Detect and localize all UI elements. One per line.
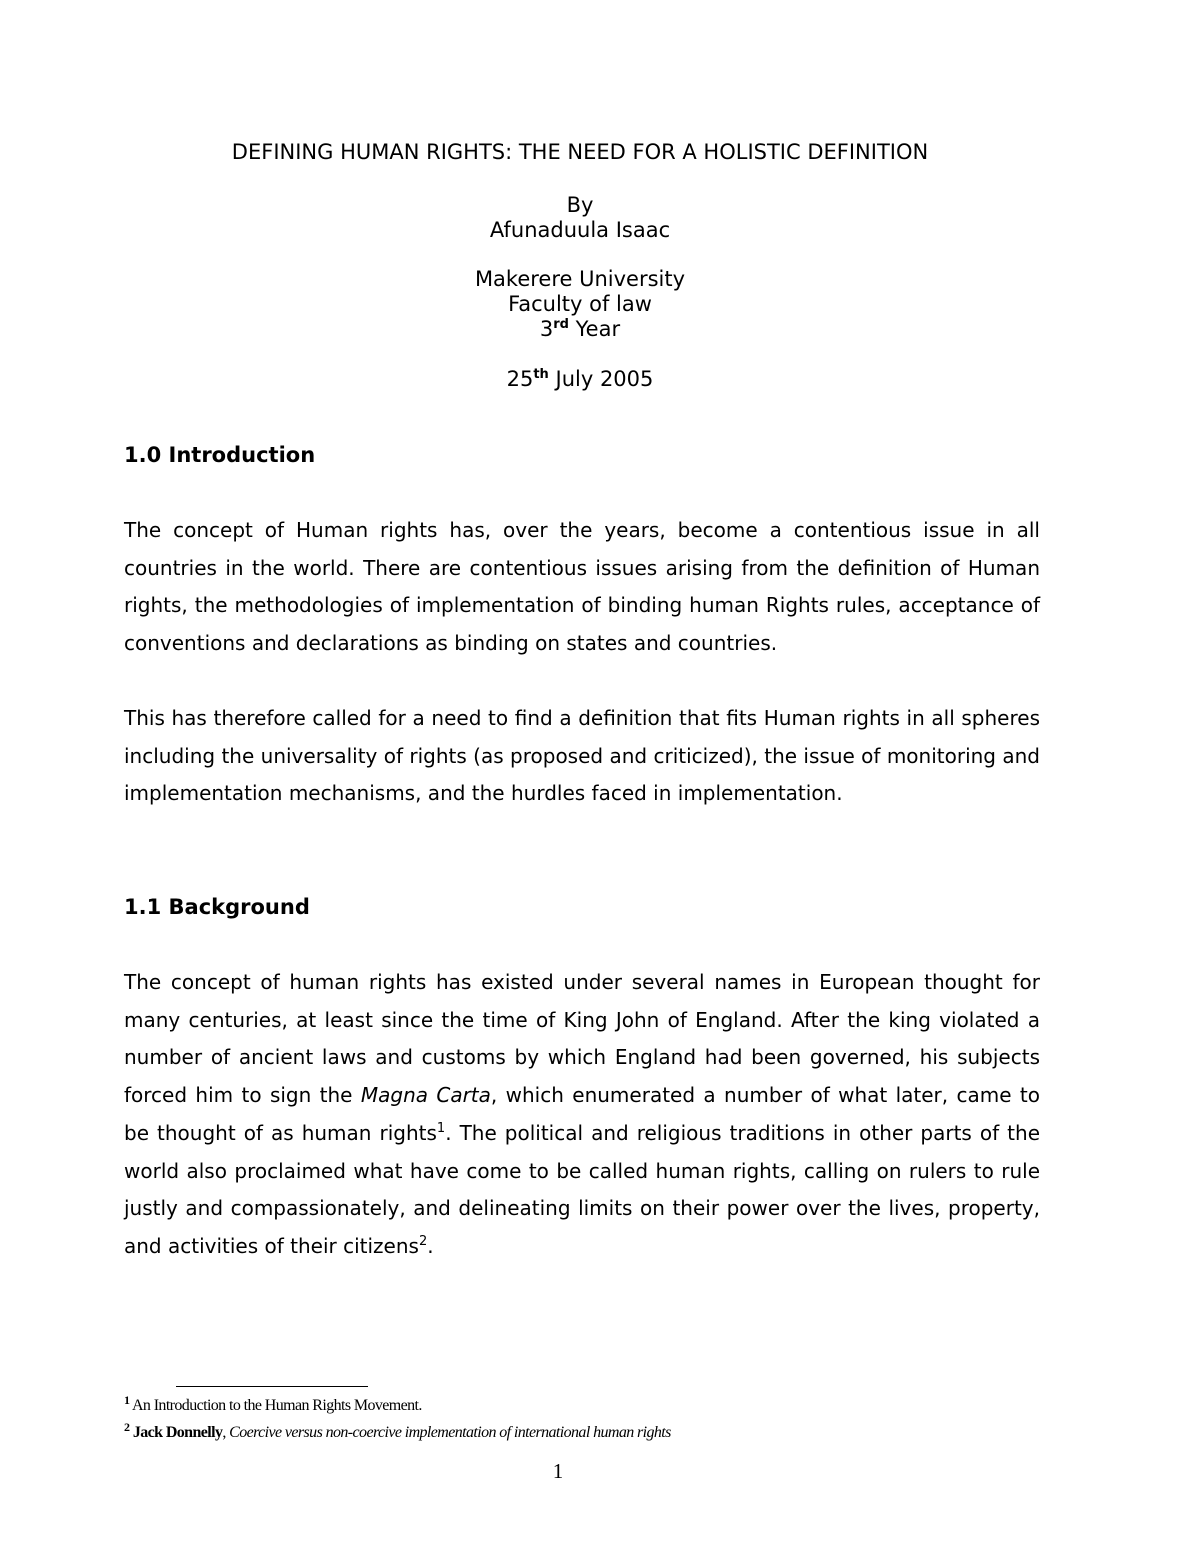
date-suffix: th [533, 367, 549, 382]
author-name: Afunaduula Isaac [489, 218, 671, 242]
bg-text-4: . [427, 1233, 434, 1258]
background-paragraph [124, 964, 1040, 1266]
date-rest: July 2005 [548, 367, 654, 391]
institution-name: Makerere University [474, 267, 686, 291]
magna-carta-italic: Magna Carta [360, 1083, 491, 1108]
intro-heading: 1.0 Introduction [124, 443, 316, 467]
footnote-2-number: 2 [124, 1420, 130, 1434]
footnote-2-author: Jack Donnelly [132, 1424, 223, 1441]
footnote-2-separator: , [222, 1424, 230, 1441]
year-of-study [0, 317, 1160, 342]
page-number: 1 [552, 1459, 564, 1483]
author-block [0, 193, 1160, 243]
footnote-2-title: Coercive versus non-coercive implementation of international human rights [229, 1424, 671, 1441]
bg-text-1: The concept of human rights has existed under several names in European thought for many centuries, at least since the time of King John of England. After the king violated a number of ancient laws and customs by which England had been governed, his subjects forced him to sign the [124, 970, 1040, 1108]
date-line [0, 367, 1160, 392]
intro-paragraph-1: The concept of Human rights has, over the years, become a contentious issue in all countries in the world. There are contentious issues arising from the definition of Human rights, the methodologies of implementation of binding human Rights rules, acceptance of conventions and declarations as binding on states and countries. [124, 518, 1040, 656]
footnote-2 [124, 1420, 671, 1442]
background-heading: 1.1 Background [124, 895, 310, 919]
intro-paragraph-2: This has therefore called for a need to find a definition that fits Human rights in all spheres including the universality of rights (as proposed and criticized), the issue of monitoring and implementation mechanisms, and the hurdles faced in implementation. [124, 706, 1040, 806]
footnote-1-text: An Introduction to the Human Rights Movement. [131, 1397, 422, 1414]
year-number: 3 [539, 317, 554, 341]
footnote-1-number: 1 [124, 1393, 130, 1407]
year-word: Year [568, 317, 621, 341]
document-title: DEFINING HUMAN RIGHTS: THE NEED FOR A HOLISTIC DEFINITION [231, 140, 929, 164]
institution-block [0, 267, 1160, 342]
date-day: 25 [506, 367, 534, 391]
year-suffix: rd [553, 317, 569, 332]
by-line: By [566, 193, 594, 217]
footnote-separator [176, 1386, 368, 1387]
faculty-name: Faculty of law [508, 292, 652, 316]
bg-text-3: . The political and religious traditions in other parts of the world also proclaimed what have come to be called human rights, calling on rulers to rule justly and compassionately, and delineating limits on their power over the lives, property, and activities of their citizens [124, 1120, 1040, 1258]
footnote-1 [124, 1393, 422, 1415]
footnote-ref-2: 2 [418, 1233, 428, 1249]
footnote-ref-1: 1 [436, 1120, 446, 1136]
bg-text-2: , which enumerated a number of what later, came to be thought of as human rights [124, 1083, 1040, 1145]
